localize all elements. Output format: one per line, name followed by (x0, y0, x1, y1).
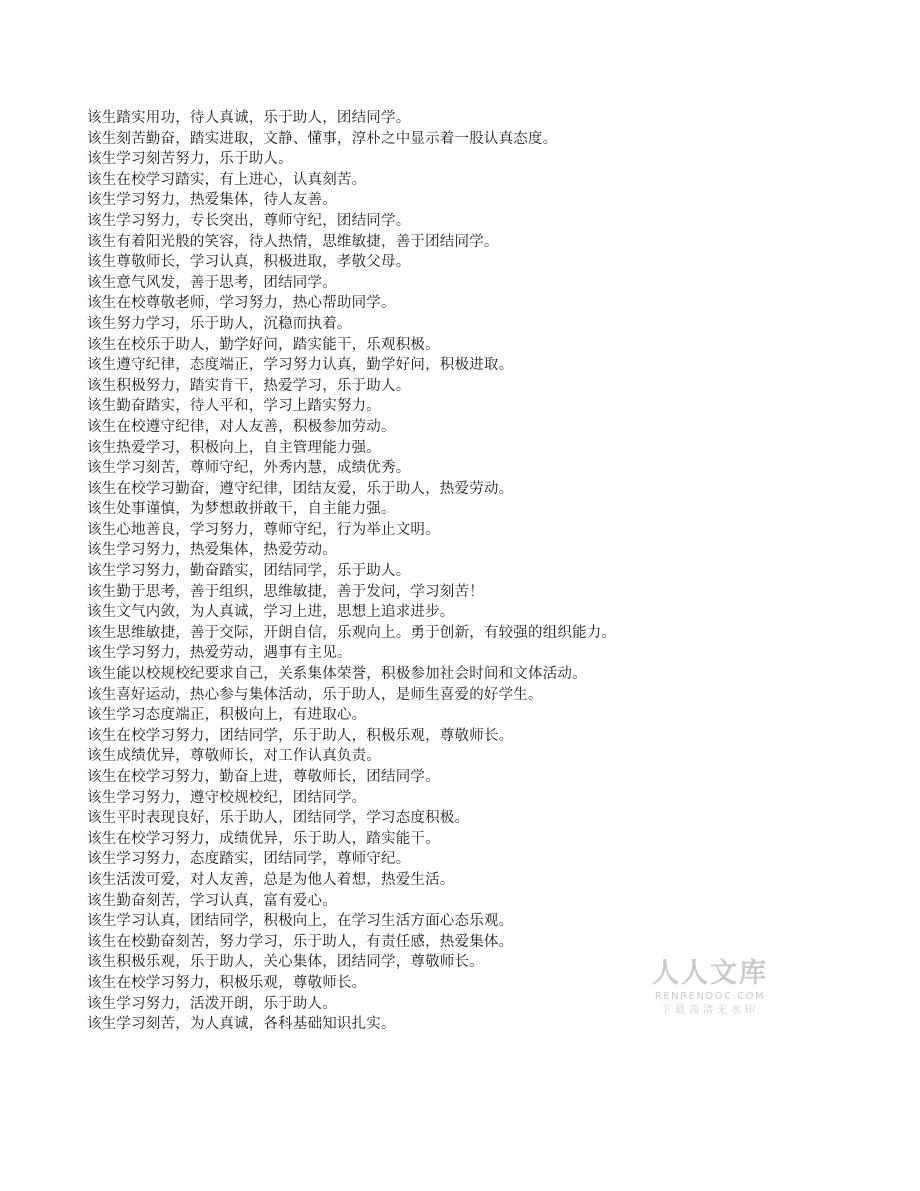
comment-line: 该生勤于思考，善于组织，思维敏捷，善于发问，学习刻苦！ (87, 583, 484, 600)
comment-line: 该生学习努力，热爱劳动，遇事有主见。 (87, 645, 352, 662)
comment-line: 该生积极乐观，乐于助人，关心集体，团结同学，尊敬师长。 (87, 954, 484, 971)
watermark-subtitle: 下载高清无水印 (661, 1005, 759, 1016)
comment-line: 该生在校学习勤奋，遵守纪律，团结友爱，乐于助人，热爱劳动。 (87, 480, 514, 497)
comment-line: 该生在校学习努力，勤奋上进，尊敬师长，团结同学。 (87, 769, 440, 785)
comment-line: 该生在校尊敬老师，学习努力，热心帮助同学。 (87, 295, 396, 312)
comment-line: 该生尊敬师长，学习认真，积极进取，孝敬父母。 (87, 254, 411, 271)
comment-line: 该生学习努力，活泼开朗，乐于助人。 (87, 995, 337, 1012)
comment-line: 该生学习努力，勤奋踏实，团结同学，乐于助人。 (87, 563, 411, 580)
comment-line: 该生在校学习努力，积极乐观，尊敬师长。 (87, 974, 367, 991)
comment-list (87, 108, 877, 1035)
comment-line: 该生刻苦勤奋，踏实进取，文静、懂事，淳朴之中显示着一股认真态度。 (87, 130, 558, 147)
comment-line: 该生在校遵守纪律，对人友善，积极参加劳动。 (87, 418, 396, 435)
comment-line: 该生在校学习努力，成绩优异，乐于助人，踏实能干。 (87, 830, 440, 847)
comment-line: 该生学习努力，态度踏实，团结同学，尊师守纪。 (87, 851, 411, 868)
comment-line: 该生踏实用功，待人真诚，乐于助人，团结同学。 (87, 110, 411, 126)
comment-line: 该生积极努力，踏实肯干，热爱学习，乐于助人。 (87, 377, 411, 394)
comment-line: 该生学习努力，专长突出，尊师守纪，团结同学。 (87, 212, 411, 229)
comment-line: 该生能以校规校纪要求自己，关系集体荣誉，积极参加社会时间和文体活动。 (87, 666, 587, 683)
comment-line: 该生学习努力，热爱集体，待人友善。 (87, 192, 337, 209)
comment-line: 该生处事谨慎，为梦想敢拼敢干，自主能力强。 (87, 501, 396, 518)
comment-line: 该生平时表现良好，乐于助人，团结同学，学习态度积极。 (87, 810, 470, 827)
comment-line: 该生在校勤奋刻苦，努力学习，乐于助人，有责任感，热爱集体。 (87, 933, 514, 950)
comment-line: 该生热爱学习，积极向上，自主管理能力强。 (87, 439, 381, 456)
comment-line: 该生在校学习努力，团结同学，乐于助人，积极乐观，尊敬师长。 (87, 727, 514, 744)
comment-line: 该生心地善良，学习努力，尊师守纪，行为举止文明。 (87, 521, 440, 538)
comment-line: 该生思维敏捷，善于交际，开朗自信，乐观向上。勇于创新，有较强的组织能力。 (87, 624, 617, 641)
comment-line: 该生学习认真，团结同学，积极向上，在学习生活方面心态乐观。 (87, 913, 514, 930)
comment-line: 该生有着阳光般的笑容，待人热情，思维敏捷，善于团结同学。 (87, 233, 499, 250)
comment-line: 该生意气风发，善于思考，团结同学。 (87, 274, 337, 291)
comment-line: 该生在校学习踏实，有上进心，认真刻苦。 (87, 171, 367, 188)
comment-line: 该生成绩优异，尊敬师长，对工作认真负责。 (87, 748, 381, 765)
comment-line: 该生喜好运动，热心参与集体活动，乐于助人，是师生喜爱的好学生。 (87, 686, 543, 703)
comment-line: 该生在校乐于助人，勤学好问，踏实能干，乐观积极。 (87, 336, 440, 353)
comment-line: 该生学习刻苦，为人真诚，各科基础知识扎实。 (87, 1016, 396, 1033)
comment-line: 该生学习努力，遵守校规校纪，团结同学。 (87, 789, 367, 806)
comment-line: 该生活泼可爱，对人友善，总是为他人着想，热爱生活。 (87, 871, 455, 888)
comment-line: 该生学习态度端正，积极向上，有进取心。 (87, 707, 367, 724)
comment-line: 该生勤奋踏实，待人平和，学习上踏实努力。 (87, 398, 381, 415)
comment-line: 该生努力学习，乐于助人，沉稳而执着。 (87, 315, 352, 332)
comment-line: 该生学习刻苦努力，乐于助人。 (87, 151, 293, 168)
comment-line: 该生学习刻苦，尊师守纪，外秀内慧，成绩优秀。 (87, 460, 411, 477)
watermark (648, 958, 772, 1018)
comment-line: 该生文气内敛，为人真诚，学习上进，思想上追求进步。 (87, 604, 455, 621)
comment-line: 该生学习努力，热爱集体，热爱劳动。 (87, 542, 337, 559)
watermark-domain: RENRENDOC.COM (654, 991, 766, 1002)
watermark-title: 人人文库 (652, 958, 768, 989)
comment-line: 该生勤奋刻苦，学习认真，富有爱心。 (87, 892, 337, 909)
comment-line: 该生遵守纪律，态度端正，学习努力认真，勤学好问，积极进取。 (87, 357, 514, 374)
